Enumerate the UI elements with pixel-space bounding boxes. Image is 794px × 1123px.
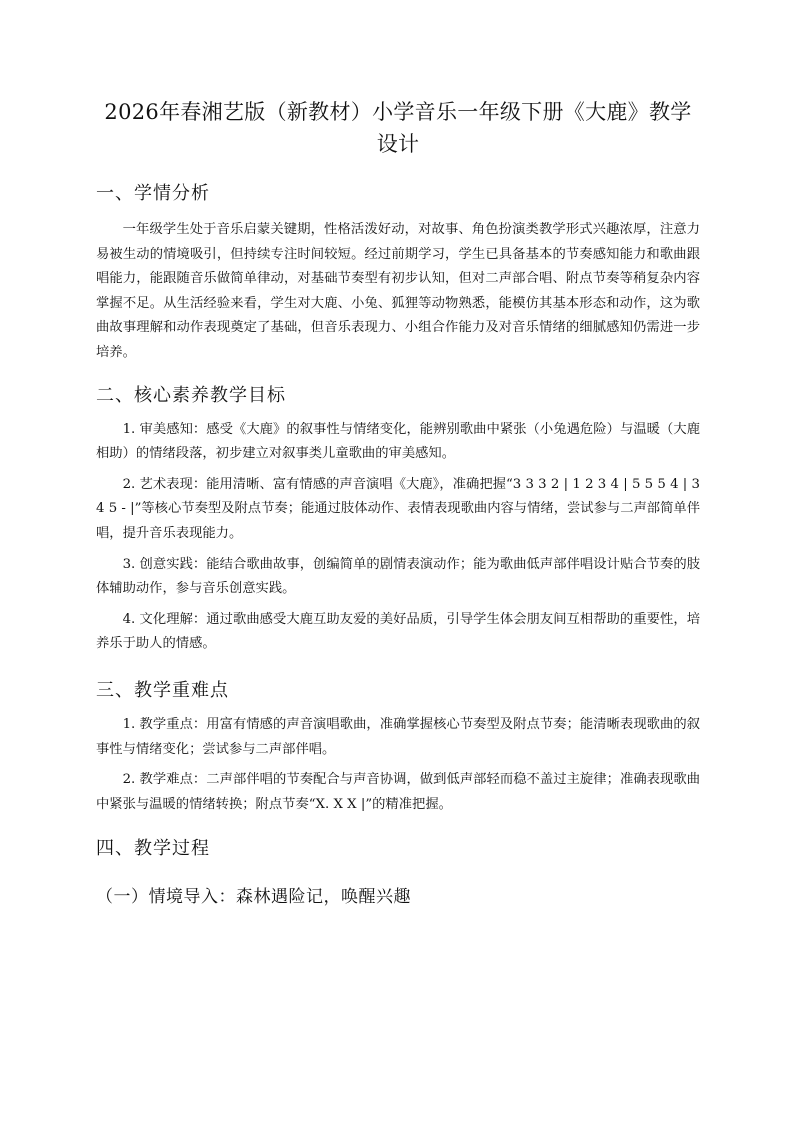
goal-item-aesthetic: 1. 审美感知：感受《大鹿》的叙事性与情绪变化，能辨别歌曲中紧张（小兔遇危险）与温暖（大鹿相助）的情绪段落，初步建立对叙事类儿童歌曲的审美感知。: [96, 421, 700, 462]
section-heading-analysis: 一、学情分析: [96, 183, 210, 204]
difficulty-item-challenge: 2. 教学难点：二声部伴唱的节奏配合与声音协调，做到低声部轻而稳不盖过主旋律；准确表现歌曲中紧张与温暖的情绪转换；附点节奏“X. X X |”的精准把握。: [96, 772, 700, 812]
section-heading-goals: 二、核心素养教学目标: [96, 384, 286, 406]
goal-item-expression: 2. 艺术表现：能用清晰、富有情感的声音演唱《大鹿》，准确把握“3 3 3 2 | 1 2 3 4 | 5 5 5 4 | 3 4 5 - |”等核心节奏型及附点节奏；能通过肢体动作、表情表现歌曲内容与情绪，尝试参与二声部简单伴唱，提升音乐表现能力。: [96, 476, 700, 541]
difficulties-list: [96, 713, 700, 817]
document-page: [96, 96, 700, 911]
difficulty-item-focus: 1. 教学重点：用富有情感的声音演唱歌曲，准确掌握核心节奏型及附点节奏；能清晰表现歌曲的叙事性与情绪变化；尝试参与二声部伴唱。: [96, 716, 700, 757]
analysis-paragraph: 一年级学生处于音乐启蒙关键期，性格活泼好动，对故事、角色扮演类教学形式兴趣浓厚，注意力易被生动的情境吸引，但持续专注时间较短。经过前期学习，学生已具备基本的节奏感知能力和歌曲跟唱能力，能跟随音乐做简单律动，对基础节奏型有初步认知，但对二声部合唱、附点节奏等稍复杂内容掌握不足。从生活经验来看，学生对大鹿、小兔、狐狸等动物熟悉，能模仿其基本形态和动作，这为歌曲故事理解和动作表现奠定了基础，但音乐表现力、小组合作能力及对音乐情绪的细腻感知仍需进一步培养。: [96, 222, 700, 360]
section-heading-difficulties: 三、教学重难点: [96, 679, 229, 701]
subsection-heading-intro: （一）情境导入：森林遇险记，唤醒兴趣: [96, 887, 411, 908]
goal-item-culture: 4. 文化理解：通过歌曲感受大鹿互助友爱的美好品质，引导学生体会朋友间互相帮助的重要性，培养乐于助人的情感。: [96, 611, 700, 652]
document-title: 2026年春湘艺版（新教材）小学音乐一年级下册《大鹿》教学设计: [104, 100, 692, 156]
section-heading-process: 四、教学过程: [96, 838, 210, 860]
goals-list: [96, 418, 700, 657]
goal-item-creative: 3. 创意实践：能结合歌曲故事，创编简单的剧情表演动作；能为歌曲低声部伴唱设计贴合节奏的肢体辅助动作，参与音乐创意实践。: [96, 556, 700, 597]
